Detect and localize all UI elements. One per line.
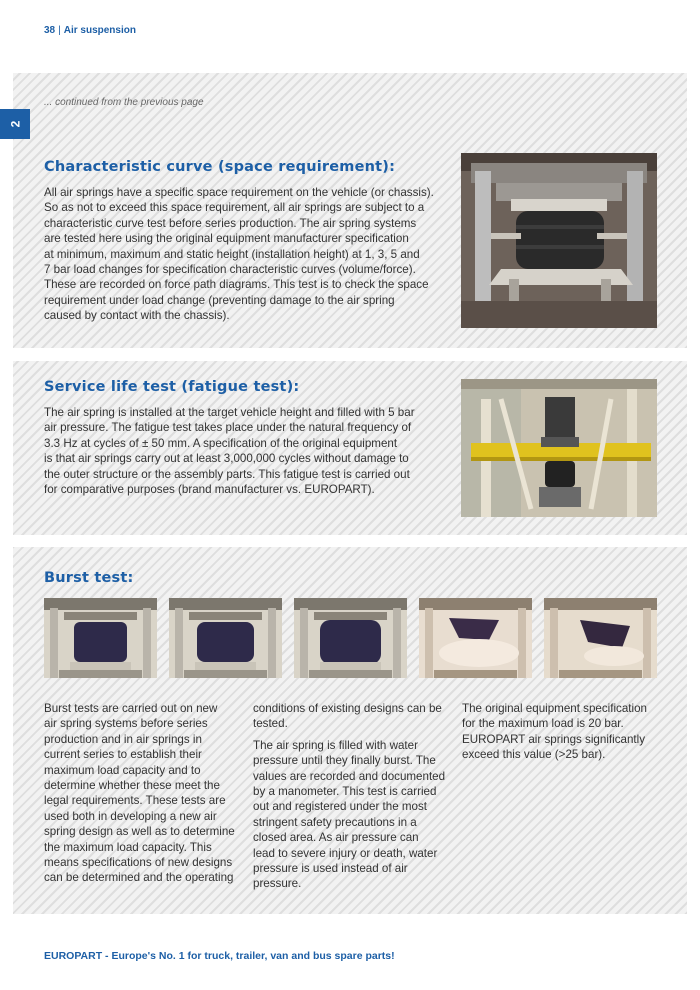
- burst-test-photo-3: [294, 598, 407, 678]
- burst-test-photo-5: [544, 598, 657, 678]
- burst-test-photo-4: [419, 598, 532, 678]
- footer-slogan: EUROPART - Europe's No. 1 for truck, trailer, van and bus spare parts!: [44, 950, 395, 962]
- chapter-tab[interactable]: 2: [0, 109, 30, 139]
- characteristic-curve-heading: Characteristic curve (space requirement):: [44, 159, 396, 175]
- page-header: [44, 25, 136, 36]
- continued-note: ... continued from the previous page: [44, 97, 204, 108]
- burst-test-heading: Burst test:: [44, 570, 134, 586]
- section-title: Air suspension: [63, 25, 136, 36]
- burst-test-column-3: The original equipment specification for the maximum load is 20 bar. EUROPART air springs significantly exceed this value (>25 bar).: [462, 702, 647, 762]
- burst-test-photo-1: [44, 598, 157, 678]
- fatigue-test-photo: [461, 379, 657, 517]
- page-number: 38: [44, 25, 56, 36]
- burst-test-column-2: conditions of existing designs can be tested. The air spring is filled with water pressure until they finally burst. The values are recorded and documented by a manometer. This test is carried out and registered under the most stringent safety precautions in a closed area. As air pressure can lead to severe injury or death, water pressure is used instead of air pressure.: [253, 702, 446, 891]
- service-life-heading: Service life test (fatigue test):: [44, 379, 300, 395]
- service-life-text: The air spring is installed at the target vehicle height and filled with 5 bar air pressure. The fatigue test takes place under the natural frequency of 3.3 Hz at cycles of ± 50 mm. A specification of the original equipment is that air springs carry out at least 3,000,000 cycles without damage to the outer structure or the assembly parts. This fatigue test is carried out for comparative purposes (brand manufacturer vs. EUROPART).: [44, 406, 415, 497]
- characteristic-curve-text: All air springs have a specific space requirement on the vehicle (or chassis). So as not to exceed this space requirement, all air springs are subject to a characteristic curve test before series production. The air spring systems are tested here using the original equipment manufacturer specification at minimum, maximum and static height (installation height) at 1, 3, 5 and 7 bar load changes for specification characteristic curves (volume/force). These are recorded on force path diagrams. This test is to check the space requirement under load change (preventing damage to the air spring caused by contact with the chassis).: [44, 186, 434, 323]
- burst-test-photo-2: [169, 598, 282, 678]
- characteristic-curve-test-photo: [461, 153, 657, 328]
- header-separator: |: [58, 25, 61, 36]
- burst-test-column-1: Burst tests are carried out on new air spring systems before series production and in air springs in current series to establish their maximum load capacity and to determine whether these meet the legal requirements. These tests are used both in developing a new air spring design as well as to determine the maximum load capacity. This means specifications of new designs can be determined and the operating: [44, 702, 235, 885]
